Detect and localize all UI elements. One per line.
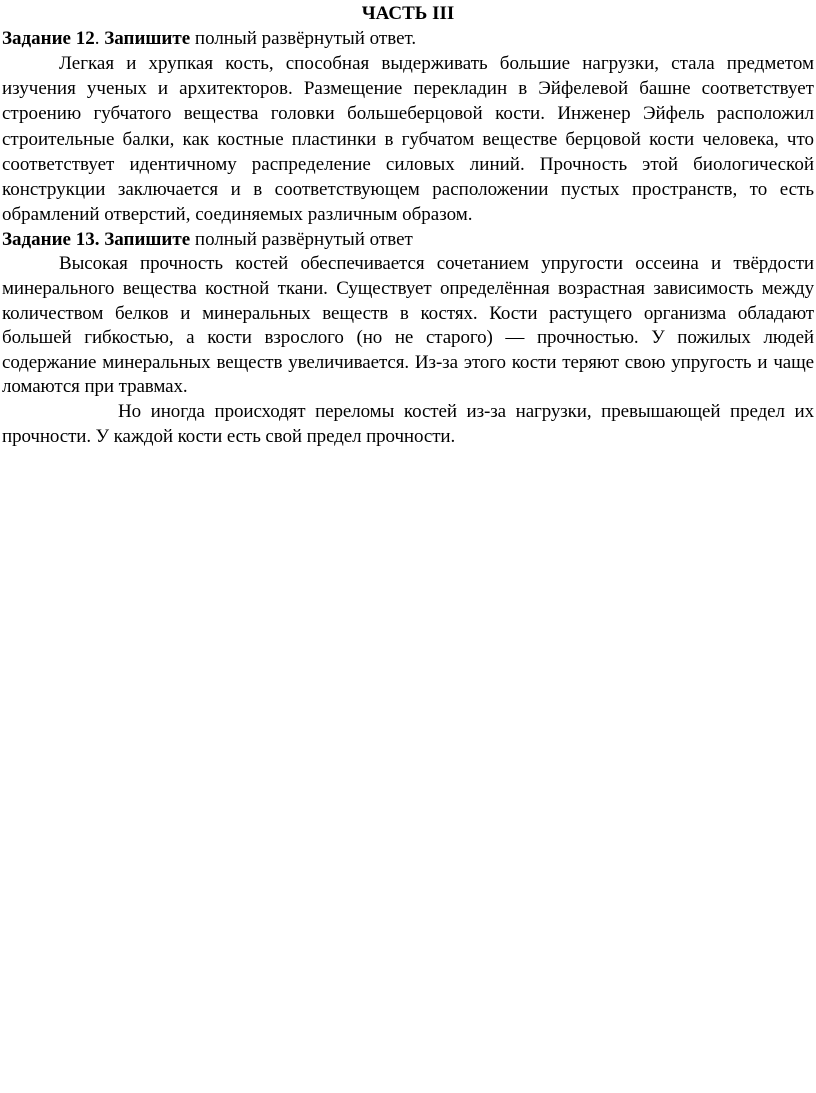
task-12-verb: Запишите bbox=[104, 28, 191, 49]
task-12-heading bbox=[2, 26, 814, 51]
task-13-verb: Запишите bbox=[99, 229, 191, 251]
task-12-label: Задание 12 bbox=[2, 28, 95, 49]
task-13-text-2: Но иногда происходят переломы костей из-за нагрузки, превышающей предел их прочности. У каждой кости есть свой предел прочности. bbox=[2, 400, 814, 447]
task-12-text: Легкая и хрупкая кость, способная выдерживать большие нагрузки, стала предметом изучения ученых и архитекторов. Размещение перекладин в Эйфелевой башне соответствует строению губчатого вещества головки большеберцовой кости. Инженер Эйфель расположил строительные балки, как костные пластинки в губчатом веществе берцовой кости человека, что соответствует идентичному распределение силовых линий. Прочность этой биологической конструкции заключается и в соответствующем расположении пустых пространств, то есть обрамлений отверстий, соединяемых различным образом. bbox=[2, 53, 814, 226]
task-12-dot: . bbox=[94, 28, 105, 49]
task-12-instruction: полный развёрнутый ответ. bbox=[190, 28, 417, 49]
task-13-label: Задание 13. bbox=[2, 229, 100, 251]
document-page bbox=[0, 0, 816, 449]
task-13-text-1: Высокая прочность костей обеспечивается сочетанием упругости оссеина и твёрдости минерального вещества костной ткани. Существует определённая возрастная зависимость между количеством белков и минеральных веществ в костях. Кости растущего организма обладают большей гибкостью, а кости взрослого (но не старого) — прочностью. У пожилых людей содержание минеральных веществ увеличивается. Из-за этого кости теряют свою упругость и чаще ломаются при травмах. bbox=[2, 253, 814, 398]
task-13-instruction: полный развёрнутый ответ bbox=[190, 229, 413, 251]
task-13-heading bbox=[2, 227, 814, 252]
part-title: ЧАСТЬ III bbox=[361, 3, 455, 24]
